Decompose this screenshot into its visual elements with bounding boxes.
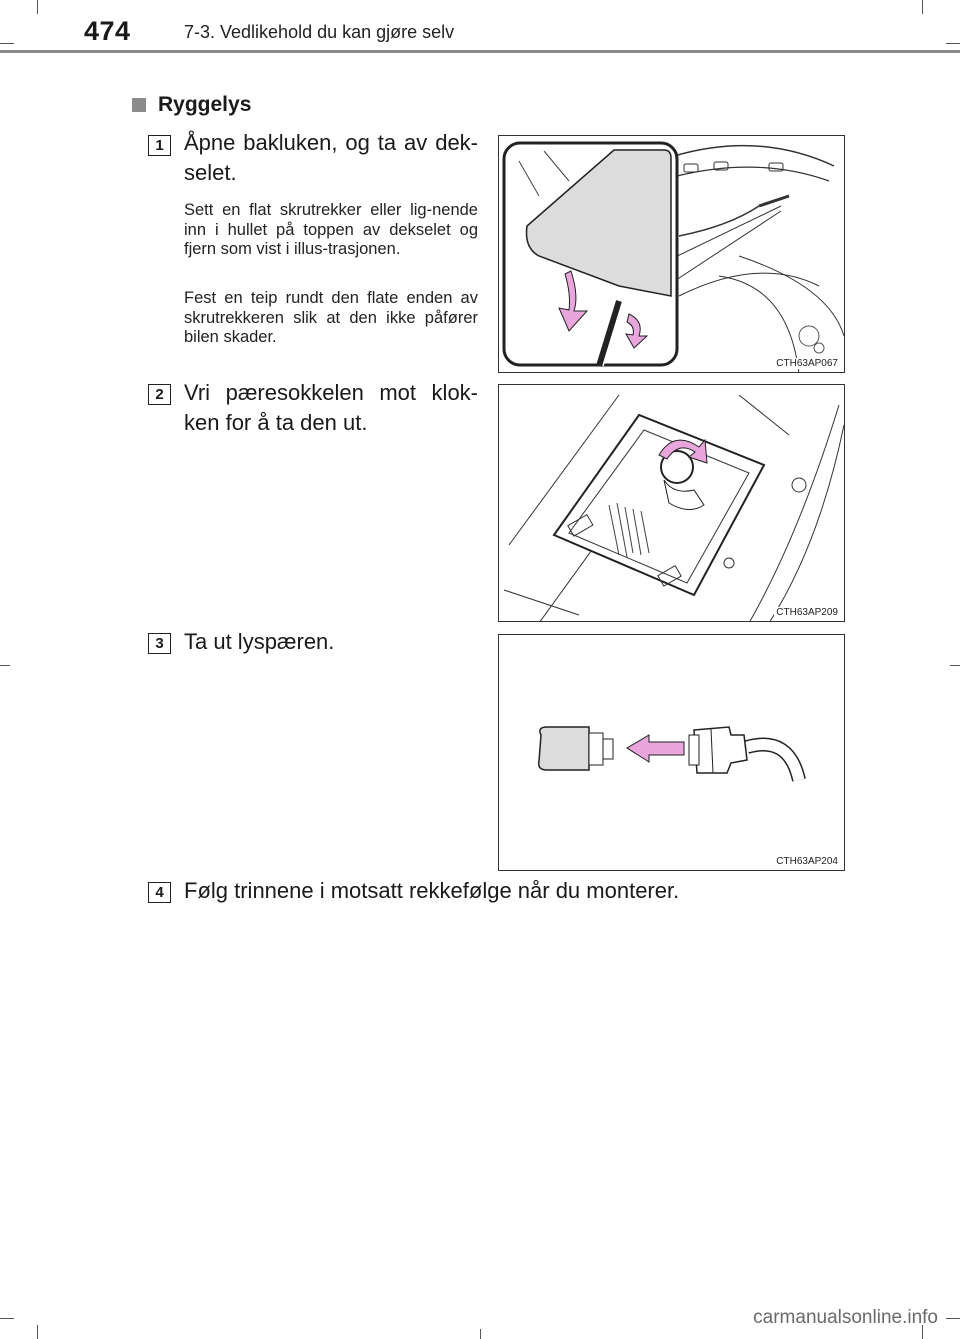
step-instruction: Vri pæresokkelen mot klok-ken for å ta den ut. [184, 380, 478, 435]
figure-tailgate-cover [498, 135, 845, 373]
crop-mark [37, 1325, 38, 1339]
step-note: Sett en flat skrutrekker eller lig-nende inn i hullet på toppen av dekselet og fjern som vist i illus-trasjonen. [184, 201, 478, 258]
step-instruction: Ta ut lyspæren. [184, 629, 335, 654]
figure-remove-bulb [498, 634, 845, 871]
section-title: Ryggelys [158, 93, 252, 116]
figure-code: CTH63AP204 [776, 856, 838, 867]
step-number: 3 [148, 633, 171, 654]
figure-code: CTH63AP209 [776, 607, 838, 618]
crop-mark [946, 1318, 960, 1319]
step-number: 2 [148, 384, 171, 405]
crop-mark [480, 1329, 481, 1339]
step-instruction: Åpne bakluken, og ta av dek-selet. [184, 130, 478, 185]
watermark: carmanualsonline.info [753, 1307, 938, 1328]
step-instruction: Følg trinnene i motsatt rekkefølge når du monterer. [184, 878, 680, 903]
crop-mark [922, 0, 923, 14]
crop-mark [0, 43, 14, 44]
header-rule [0, 50, 960, 53]
section-bullet-icon [132, 98, 146, 112]
step-note: Fest en teip rundt den flate enden av skrutrekkeren slik at den ikke påfører bilen skader. [184, 289, 478, 346]
step-number: 1 [148, 135, 171, 156]
figure-bulb-socket [498, 384, 845, 622]
crop-mark [37, 0, 38, 14]
step-number: 4 [148, 882, 171, 903]
crop-mark [950, 665, 960, 666]
crop-mark [946, 43, 960, 44]
chapter-title: 7-3. Vedlikehold du kan gjøre selv [184, 22, 455, 42]
figure-code: CTH63AP067 [776, 358, 838, 369]
crop-mark [0, 1318, 14, 1319]
crop-mark [0, 665, 10, 666]
page-number: 474 [84, 16, 131, 46]
